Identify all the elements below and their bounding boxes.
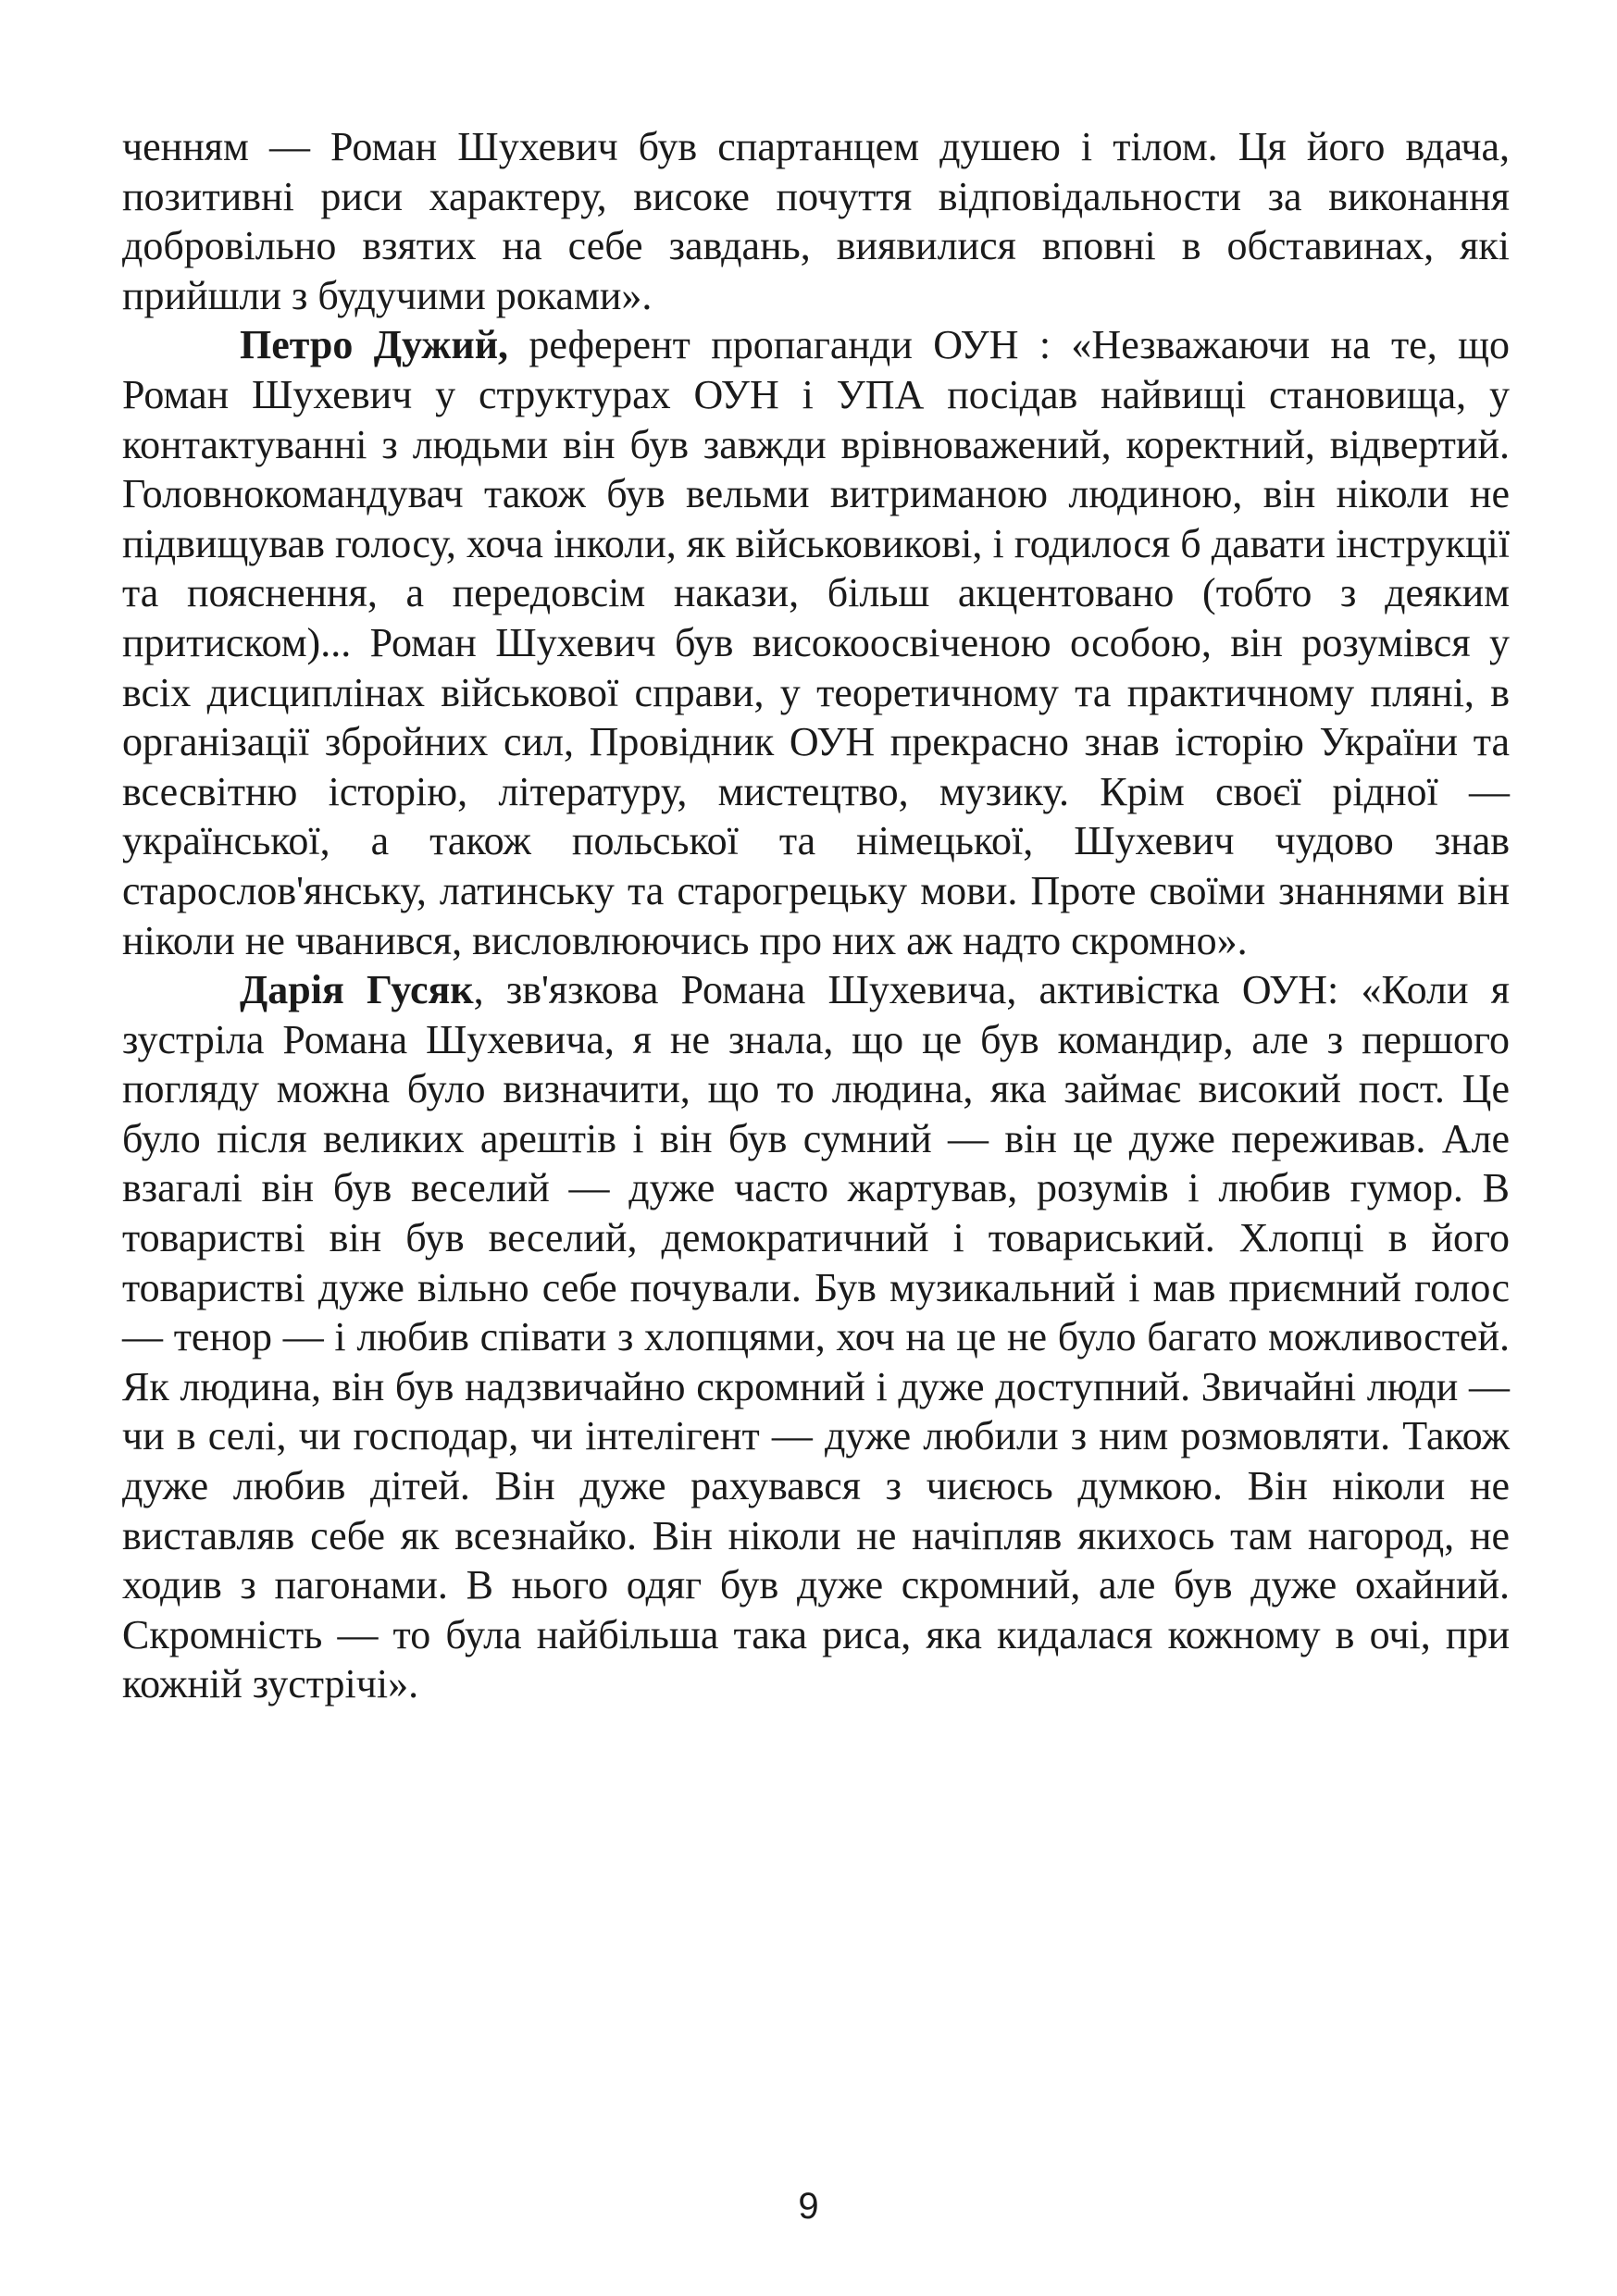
paragraph-2-text: референт пропаганди ОУН : «Незважаючи на те, що Роман Шухевич у структурах ОУН і УПА посідав найвищі становища, у контактуванні з людьми він був завжди врівноважений, коректний, відвертий. Головнокомандувач також був вельми витриманою людиною, він ніколи не підвищував голосу, хоча інколи, як військовикові, і годилося б давати інструкції та пояснення, а передовсім накази, більш акцентовано (тобто з деяким притиском)... Роман Шухевич був високоосвіченою особою, він розумівся у всіх дисциплінах військової справи, у теоретичному та практичному пляні, в організації збройних сил, Провідник ОУН прекрасно знав історію України та всесвітню історію, літературу, мистецтво, музику. Крім своєї рідної — української, а також польської та німецької, Шухевич чудово знав старослов'янську, латинську та старогрецьку мови. Проте своїми знаннями він ніколи не чванився, висловлюючись про них аж надто скромно». <box>122 322 1510 963</box>
quoted-person-name: Петро Дужий, <box>240 322 509 368</box>
paragraph-1-text: ченням — Роман Шухевич був спартанцем душею і тілом. Ця його вдача, позитивні риси характеру, високе почуття відповідальности за виконання добровільно взятих на себе завдань, виявилися вповні в обставинах, які прийшли з будучими роками». <box>122 124 1510 318</box>
paragraph-3 <box>122 965 1510 1709</box>
quoted-person-name: Дарія Гусяк <box>240 967 474 1013</box>
paragraph-3-text: , зв'язкова Романа Шухевича, активістка ОУН: «Коли я зустріла Романа Шухевича, я не знала, що це був командир, але з першого погляду можна було визначити, що то людина, яка займає високий пост. Це було після великих арештів і він був сумний — він це дуже переживав. Але взагалі він був веселий — дуже часто жартував, розумів і любив гумор. В товаристві він був веселий, демократичний і товариський. Хлопці в його товаристві дуже вільно себе почували. Був музикальний і мав приємний голос — тенор — і любив співати з хлопцями, хоч на це не було багато можливостей. Як людина, він був надзвичайно скромний і дуже доступний. Звичайні люди — чи в селі, чи господар, чи інтелігент — дуже любили з ним розмовляти. Також дуже любив дітей. Він дуже рахувався з чиєюсь думкою. Він ніколи не виставляв себе як всезнайко. Він ніколи не начіпляв якихось там нагород, не ходив з пагонами. В нього одяг був дуже скромний, але був дуже охайний. Скромність — то була найбільша така риса, яка кидалася кожному в очі, при кожній зустрічі». <box>122 967 1511 1707</box>
paragraph-1 <box>122 122 1510 320</box>
page-number: 9 <box>798 2186 819 2227</box>
page-text <box>122 122 1510 1709</box>
paragraph-2 <box>122 320 1510 965</box>
